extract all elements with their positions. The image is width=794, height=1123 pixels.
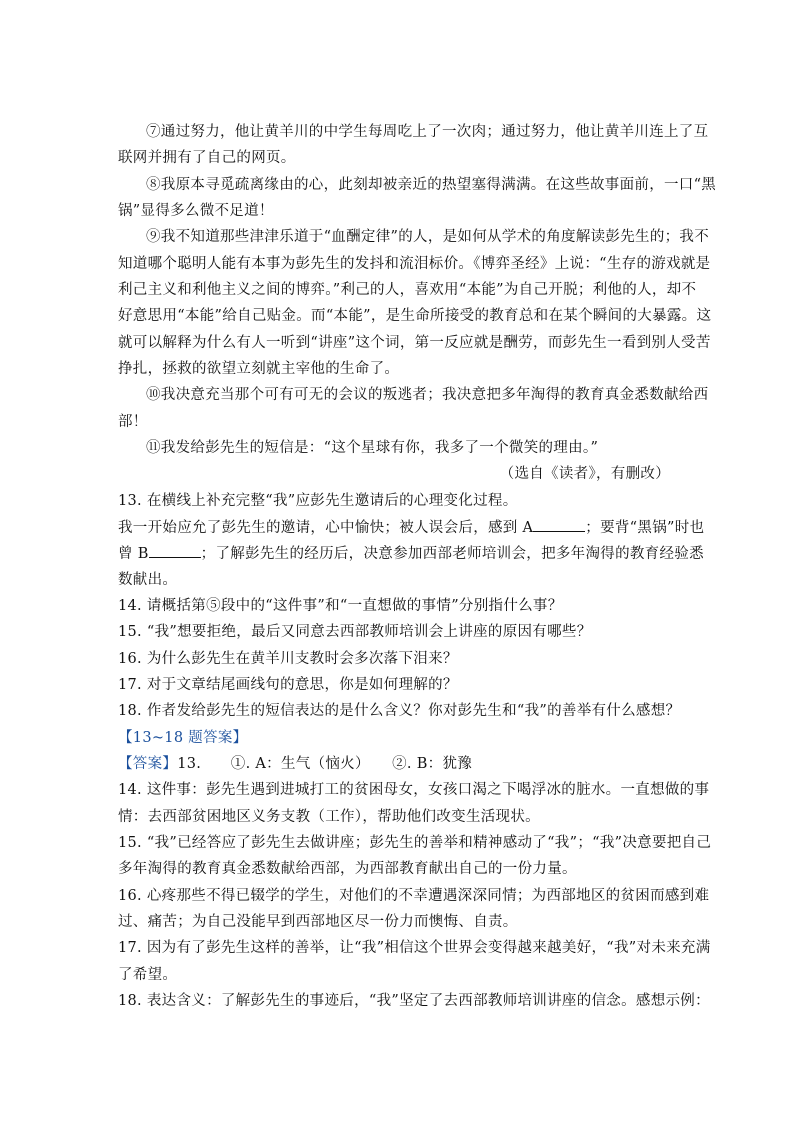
question-13-text-d: ；了解彭先生的经历后，决意参加西部老师培训会，把多年淘得的教育经验悉 — [200, 546, 704, 562]
question-14: 14. 请概括第⑤段中的“这件事”和“一直想做的事情”分别指什么事？ — [118, 598, 563, 614]
source-note: （选自《读者》，有删改） — [499, 466, 670, 482]
answer-label: 【答案】 — [118, 756, 178, 772]
paragraph-7-line-2: 联网并拥有了自己的网页。 — [118, 150, 296, 166]
paragraph-10-line-2: 部！ — [118, 414, 148, 430]
paragraph-9-line-4: 好意思用“本能”给自己贴金。而“本能”，是生命所接受的教育总和在某个瞬间的大暴露。这 — [118, 308, 712, 324]
question-13-line-2 — [118, 517, 705, 538]
answer-17-line-2: 了希望。 — [118, 967, 178, 983]
answers-header: 【13~18 题答案】 — [118, 730, 248, 746]
paragraph-8-line-1: ⑧我原本寻觅疏离缘由的心，此刻却被亲近的热望塞得满满。在这些故事面前，一口“黑 — [146, 177, 717, 193]
paragraph-9-line-2: 知道哪个聪明人能有本事为彭先生的发抖和流泪标价。《博弈圣经》上说：“生存的游戏就是 — [118, 256, 711, 272]
answer-14-line-1: 14. 这件事：彭先生遇到进城打工的贫困母女，女孩口渴之下喝浮冰的脏水。一直想做的事 — [118, 782, 710, 798]
paragraph-9-line-1: ⑨我不知道那些津津乐道于“血酬定律”的人，是如何从学术的角度解读彭先生的；我不 — [146, 229, 710, 245]
question-13-line-1: 13. 在横线上补充完整“我”应彭先生邀请后的心理变化过程。 — [118, 493, 518, 509]
question-16: 16. 为什么彭先生在黄羊川支教时会多次落下泪来？ — [118, 651, 458, 667]
question-17: 17. 对于文章结尾画线句的意思，你是如何理解的？ — [118, 677, 458, 693]
paragraph-8-line-2: 锅”显得多么微不足道！ — [118, 203, 274, 219]
paragraph-9-line-6: 挣扎，拯救的欲望立刻就主宰他的生命了。 — [118, 361, 400, 377]
question-18: 18. 作者发给彭先生的短信表达的是什么含义？你对彭先生和“我”的善举有什么感想？ — [118, 703, 681, 719]
paragraph-10-line-1: ⑩我决意充当那个可有可无的会议的叛逃者；我决意把多年淘得的教育真金悉数献给西 — [146, 387, 709, 403]
answer-16-line-2: 过、痛苦；为自己没能早到西部地区尽一份力而懊悔、自责。 — [118, 914, 518, 930]
answer-13 — [118, 754, 678, 774]
answer-13-text: 13. ①. A：生气（恼火） ②. B：犹豫 — [177, 756, 473, 772]
answer-18: 18. 表达含义：了解彭先生的事迹后，“我”坚定了去西部教师培训讲座的信念。感想示例： — [118, 993, 710, 1009]
question-13-text-b: ；要背“黑锅”时也 — [585, 520, 705, 536]
question-15: 15. “我”想要拒绝，最后又同意去西部教师培训会上讲座的原因有哪些？ — [118, 624, 592, 640]
paragraph-9-line-5: 就可以解释为什么有人一听到“讲座”这个词，第一反应就是酬劳，而彭先生一看到别人受苦 — [118, 335, 711, 351]
paragraph-9-line-3: 利己主义和利他主义之间的博弈。”利己的人，喜欢用“本能”为自己开脱；利他的人，却不 — [118, 282, 697, 298]
question-13-line-3 — [118, 543, 704, 564]
answer-17-line-1: 17. 因为有了彭先生这样的善举，让“我”相信这个世界会变得越来越美好，“我”对未来充满 — [118, 940, 711, 956]
answer-15-line-1: 15. “我”已经答应了彭先生去做讲座；彭先生的善举和精神感动了“我”；“我”决意要把自己 — [118, 835, 712, 851]
answer-14-line-2: 情：去西部贫困地区义务支教（工作），帮助他们改变生活现状。 — [118, 809, 540, 825]
paragraph-7-line-1: ⑦通过努力，他让黄羊川的中学生每周吃上了一次肉；通过努力，他让黄羊川连上了互 — [146, 124, 709, 140]
blank-b — [149, 543, 201, 558]
question-13-line-4: 数献出。 — [118, 572, 178, 588]
question-13-text-a: 我一开始应允了彭先生的邀请，心中愉快；被人误会后，感到 A — [118, 520, 534, 536]
answer-15-line-2: 多年淘得的教育真金悉数献给西部，为西部教育献出自己的一份力量。 — [118, 861, 577, 877]
question-13-text-c: 曾 B — [118, 546, 149, 562]
answer-16-line-1: 16. 心疼那些不得已辍学的学生，对他们的不幸遭遇深深同情；为西部地区的贫困而感到难 — [118, 888, 710, 904]
blank-a — [533, 517, 585, 532]
paragraph-11: ⑪我发给彭先生的短信是：“这个星球有你，我多了一个微笑的理由。” — [146, 440, 599, 456]
